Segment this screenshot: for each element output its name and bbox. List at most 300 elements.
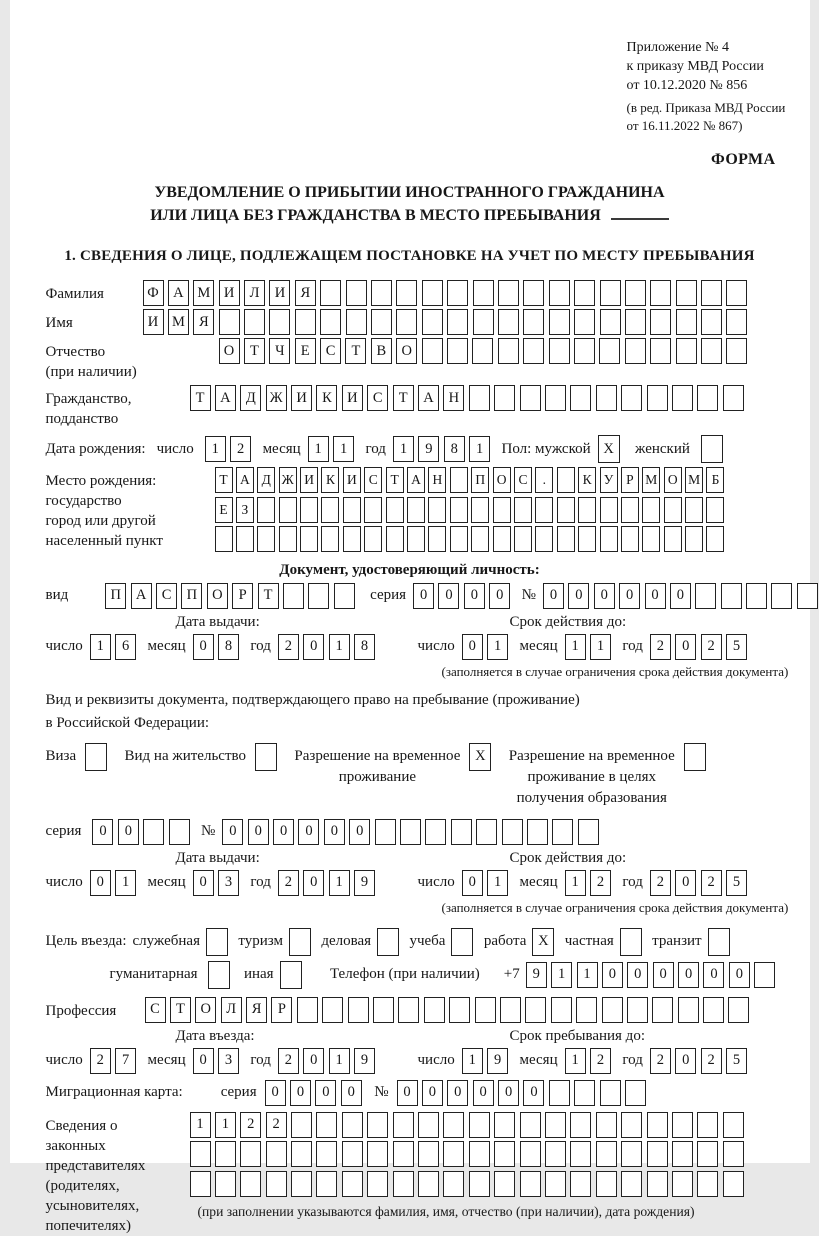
char-cell[interactable] bbox=[685, 526, 703, 552]
char-cell[interactable] bbox=[600, 309, 621, 335]
char-cell[interactable] bbox=[545, 1141, 566, 1167]
char-cell[interactable]: 0 bbox=[729, 962, 750, 988]
char-cell[interactable] bbox=[342, 1141, 363, 1167]
char-cell[interactable] bbox=[473, 309, 494, 335]
char-cell[interactable]: И bbox=[342, 385, 363, 411]
char-cell[interactable] bbox=[85, 743, 107, 771]
char-cell[interactable]: 1 bbox=[565, 1048, 586, 1074]
char-cell[interactable] bbox=[364, 497, 382, 523]
char-cell[interactable]: 0 bbox=[675, 1048, 696, 1074]
char-cell[interactable]: 9 bbox=[526, 962, 547, 988]
char-cell[interactable] bbox=[701, 280, 722, 306]
char-cell[interactable] bbox=[678, 997, 699, 1023]
char-cell[interactable] bbox=[450, 467, 468, 493]
char-cell[interactable] bbox=[676, 280, 697, 306]
char-cell[interactable]: Т bbox=[215, 467, 233, 493]
char-cell[interactable] bbox=[621, 1112, 642, 1138]
char-cell[interactable]: Т bbox=[393, 385, 414, 411]
char-cell[interactable]: М bbox=[168, 309, 189, 335]
char-cell[interactable] bbox=[451, 928, 473, 956]
char-cell[interactable]: 8 bbox=[444, 436, 465, 462]
char-cell[interactable]: 1 bbox=[190, 1112, 211, 1138]
char-cell[interactable]: 1 bbox=[333, 436, 354, 462]
char-cell[interactable]: 0 bbox=[413, 583, 434, 609]
char-cell[interactable] bbox=[255, 743, 277, 771]
char-cell[interactable] bbox=[728, 997, 749, 1023]
char-cell[interactable] bbox=[169, 819, 190, 845]
char-cell[interactable]: 0 bbox=[92, 819, 113, 845]
char-cell[interactable] bbox=[291, 1141, 312, 1167]
char-cell[interactable] bbox=[502, 819, 523, 845]
char-cell[interactable] bbox=[469, 385, 490, 411]
char-cell[interactable] bbox=[450, 526, 468, 552]
char-cell[interactable]: В bbox=[371, 338, 392, 364]
char-cell[interactable] bbox=[473, 280, 494, 306]
char-cell[interactable]: 1 bbox=[469, 436, 490, 462]
char-cell[interactable] bbox=[570, 385, 591, 411]
char-cell[interactable] bbox=[797, 583, 818, 609]
char-cell[interactable]: П bbox=[471, 467, 489, 493]
char-cell[interactable] bbox=[695, 583, 716, 609]
char-cell[interactable] bbox=[386, 526, 404, 552]
char-cell[interactable] bbox=[596, 385, 617, 411]
char-cell[interactable]: К bbox=[316, 385, 337, 411]
char-cell[interactable]: 0 bbox=[90, 870, 111, 896]
char-cell[interactable]: 2 bbox=[590, 870, 611, 896]
char-cell[interactable]: 5 bbox=[726, 1048, 747, 1074]
char-cell[interactable] bbox=[400, 819, 421, 845]
char-cell[interactable]: 0 bbox=[653, 962, 674, 988]
char-cell[interactable] bbox=[279, 526, 297, 552]
char-cell[interactable]: X bbox=[469, 743, 491, 771]
char-cell[interactable] bbox=[418, 1171, 439, 1197]
char-cell[interactable] bbox=[706, 497, 724, 523]
char-cell[interactable]: 0 bbox=[118, 819, 139, 845]
char-cell[interactable] bbox=[190, 1171, 211, 1197]
char-cell[interactable]: 0 bbox=[568, 583, 589, 609]
char-cell[interactable] bbox=[625, 280, 646, 306]
char-cell[interactable]: Т bbox=[190, 385, 211, 411]
char-cell[interactable] bbox=[706, 526, 724, 552]
char-cell[interactable] bbox=[493, 497, 511, 523]
char-cell[interactable] bbox=[393, 1112, 414, 1138]
char-cell[interactable]: 9 bbox=[418, 436, 439, 462]
char-cell[interactable] bbox=[545, 385, 566, 411]
char-cell[interactable] bbox=[701, 338, 722, 364]
char-cell[interactable] bbox=[549, 280, 570, 306]
char-cell[interactable] bbox=[650, 309, 671, 335]
char-cell[interactable] bbox=[723, 1171, 744, 1197]
char-cell[interactable] bbox=[672, 1141, 693, 1167]
char-cell[interactable] bbox=[443, 1171, 464, 1197]
char-cell[interactable]: 7 bbox=[115, 1048, 136, 1074]
char-cell[interactable]: О bbox=[219, 338, 240, 364]
char-cell[interactable] bbox=[450, 497, 468, 523]
char-cell[interactable]: 0 bbox=[675, 634, 696, 660]
char-cell[interactable] bbox=[647, 1171, 668, 1197]
char-cell[interactable]: Р bbox=[621, 467, 639, 493]
char-cell[interactable] bbox=[447, 338, 468, 364]
char-cell[interactable]: 8 bbox=[354, 634, 375, 660]
char-cell[interactable] bbox=[266, 1141, 287, 1167]
char-cell[interactable]: 0 bbox=[248, 819, 269, 845]
char-cell[interactable] bbox=[422, 280, 443, 306]
char-cell[interactable] bbox=[493, 526, 511, 552]
char-cell[interactable]: 1 bbox=[205, 436, 226, 462]
char-cell[interactable] bbox=[574, 338, 595, 364]
char-cell[interactable] bbox=[557, 467, 575, 493]
char-cell[interactable] bbox=[371, 280, 392, 306]
char-cell[interactable] bbox=[346, 309, 367, 335]
char-cell[interactable]: 0 bbox=[303, 634, 324, 660]
char-cell[interactable]: 1 bbox=[565, 870, 586, 896]
char-cell[interactable]: 1 bbox=[551, 962, 572, 988]
char-cell[interactable]: 2 bbox=[701, 870, 722, 896]
char-cell[interactable] bbox=[697, 1171, 718, 1197]
char-cell[interactable]: 0 bbox=[464, 583, 485, 609]
char-cell[interactable] bbox=[494, 385, 515, 411]
char-cell[interactable]: Е bbox=[215, 497, 233, 523]
char-cell[interactable] bbox=[190, 1141, 211, 1167]
char-cell[interactable]: М bbox=[193, 280, 214, 306]
char-cell[interactable]: 2 bbox=[240, 1112, 261, 1138]
char-cell[interactable] bbox=[647, 385, 668, 411]
char-cell[interactable]: 0 bbox=[303, 870, 324, 896]
char-cell[interactable]: А bbox=[168, 280, 189, 306]
char-cell[interactable] bbox=[647, 1112, 668, 1138]
char-cell[interactable]: 0 bbox=[645, 583, 666, 609]
char-cell[interactable]: 0 bbox=[523, 1080, 544, 1106]
char-cell[interactable] bbox=[425, 819, 446, 845]
char-cell[interactable]: 1 bbox=[215, 1112, 236, 1138]
char-cell[interactable] bbox=[535, 526, 553, 552]
char-cell[interactable]: А bbox=[236, 467, 254, 493]
char-cell[interactable]: Н bbox=[443, 385, 464, 411]
char-cell[interactable] bbox=[283, 583, 304, 609]
char-cell[interactable] bbox=[520, 1112, 541, 1138]
char-cell[interactable] bbox=[418, 1141, 439, 1167]
char-cell[interactable] bbox=[523, 309, 544, 335]
char-cell[interactable] bbox=[621, 1141, 642, 1167]
char-cell[interactable]: 2 bbox=[701, 634, 722, 660]
char-cell[interactable] bbox=[407, 526, 425, 552]
char-cell[interactable] bbox=[600, 526, 618, 552]
char-cell[interactable] bbox=[721, 583, 742, 609]
char-cell[interactable] bbox=[321, 497, 339, 523]
char-cell[interactable] bbox=[549, 309, 570, 335]
char-cell[interactable] bbox=[557, 526, 575, 552]
char-cell[interactable]: 9 bbox=[354, 1048, 375, 1074]
char-cell[interactable] bbox=[320, 309, 341, 335]
char-cell[interactable]: 1 bbox=[565, 634, 586, 660]
char-cell[interactable]: 0 bbox=[315, 1080, 336, 1106]
char-cell[interactable] bbox=[498, 309, 519, 335]
char-cell[interactable]: 5 bbox=[726, 870, 747, 896]
char-cell[interactable] bbox=[664, 526, 682, 552]
char-cell[interactable] bbox=[295, 309, 316, 335]
char-cell[interactable]: 3 bbox=[218, 870, 239, 896]
char-cell[interactable]: 5 bbox=[726, 634, 747, 660]
char-cell[interactable] bbox=[257, 526, 275, 552]
char-cell[interactable]: 2 bbox=[266, 1112, 287, 1138]
char-cell[interactable] bbox=[300, 526, 318, 552]
char-cell[interactable]: О bbox=[207, 583, 228, 609]
char-cell[interactable] bbox=[545, 1171, 566, 1197]
char-cell[interactable] bbox=[393, 1171, 414, 1197]
char-cell[interactable] bbox=[621, 385, 642, 411]
char-cell[interactable] bbox=[418, 1112, 439, 1138]
char-cell[interactable] bbox=[343, 497, 361, 523]
char-cell[interactable] bbox=[469, 1141, 490, 1167]
char-cell[interactable] bbox=[570, 1112, 591, 1138]
char-cell[interactable]: Р bbox=[271, 997, 292, 1023]
char-cell[interactable] bbox=[343, 526, 361, 552]
char-cell[interactable] bbox=[428, 497, 446, 523]
char-cell[interactable] bbox=[240, 1141, 261, 1167]
char-cell[interactable] bbox=[266, 1171, 287, 1197]
char-cell[interactable] bbox=[672, 385, 693, 411]
char-cell[interactable] bbox=[771, 583, 792, 609]
char-cell[interactable]: Т bbox=[386, 467, 404, 493]
char-cell[interactable] bbox=[647, 1141, 668, 1167]
char-cell[interactable] bbox=[498, 280, 519, 306]
char-cell[interactable] bbox=[346, 280, 367, 306]
char-cell[interactable]: Т bbox=[170, 997, 191, 1023]
char-cell[interactable] bbox=[447, 280, 468, 306]
char-cell[interactable] bbox=[652, 997, 673, 1023]
char-cell[interactable]: С bbox=[514, 467, 532, 493]
char-cell[interactable]: Р bbox=[232, 583, 253, 609]
char-cell[interactable] bbox=[393, 1141, 414, 1167]
char-cell[interactable]: 2 bbox=[278, 1048, 299, 1074]
char-cell[interactable] bbox=[291, 1112, 312, 1138]
char-cell[interactable]: 6 bbox=[115, 634, 136, 660]
char-cell[interactable] bbox=[557, 497, 575, 523]
char-cell[interactable]: 0 bbox=[193, 1048, 214, 1074]
char-cell[interactable] bbox=[746, 583, 767, 609]
char-cell[interactable]: 0 bbox=[462, 634, 483, 660]
char-cell[interactable]: 1 bbox=[308, 436, 329, 462]
char-cell[interactable] bbox=[280, 961, 302, 989]
char-cell[interactable] bbox=[215, 526, 233, 552]
char-cell[interactable]: 0 bbox=[619, 583, 640, 609]
char-cell[interactable]: О bbox=[396, 338, 417, 364]
char-cell[interactable]: 2 bbox=[650, 634, 671, 660]
char-cell[interactable] bbox=[308, 583, 329, 609]
char-cell[interactable] bbox=[236, 526, 254, 552]
char-cell[interactable] bbox=[500, 997, 521, 1023]
char-cell[interactable]: 0 bbox=[489, 583, 510, 609]
char-cell[interactable]: 9 bbox=[487, 1048, 508, 1074]
char-cell[interactable] bbox=[685, 497, 703, 523]
char-cell[interactable]: Ж bbox=[279, 467, 297, 493]
char-cell[interactable] bbox=[348, 997, 369, 1023]
char-cell[interactable]: 1 bbox=[329, 870, 350, 896]
char-cell[interactable]: 1 bbox=[462, 1048, 483, 1074]
char-cell[interactable] bbox=[701, 435, 723, 463]
char-cell[interactable] bbox=[407, 497, 425, 523]
char-cell[interactable] bbox=[398, 997, 419, 1023]
char-cell[interactable] bbox=[676, 309, 697, 335]
char-cell[interactable] bbox=[552, 819, 573, 845]
char-cell[interactable] bbox=[322, 997, 343, 1023]
char-cell[interactable] bbox=[625, 309, 646, 335]
char-cell[interactable] bbox=[754, 962, 775, 988]
char-cell[interactable] bbox=[520, 385, 541, 411]
char-cell[interactable]: 1 bbox=[90, 634, 111, 660]
char-cell[interactable] bbox=[642, 526, 660, 552]
char-cell[interactable] bbox=[574, 1080, 595, 1106]
char-cell[interactable] bbox=[621, 1171, 642, 1197]
char-cell[interactable]: 0 bbox=[627, 962, 648, 988]
char-cell[interactable] bbox=[386, 497, 404, 523]
char-cell[interactable]: 8 bbox=[218, 634, 239, 660]
char-cell[interactable]: Я bbox=[246, 997, 267, 1023]
char-cell[interactable]: С bbox=[145, 997, 166, 1023]
char-cell[interactable] bbox=[498, 338, 519, 364]
char-cell[interactable] bbox=[600, 280, 621, 306]
char-cell[interactable]: Я bbox=[193, 309, 214, 335]
char-cell[interactable]: 1 bbox=[329, 1048, 350, 1074]
char-cell[interactable] bbox=[599, 338, 620, 364]
char-cell[interactable] bbox=[672, 1171, 693, 1197]
char-cell[interactable] bbox=[469, 1171, 490, 1197]
char-cell[interactable] bbox=[520, 1141, 541, 1167]
char-cell[interactable] bbox=[625, 1080, 646, 1106]
char-cell[interactable] bbox=[494, 1171, 515, 1197]
char-cell[interactable] bbox=[300, 497, 318, 523]
char-cell[interactable]: Я bbox=[295, 280, 316, 306]
char-cell[interactable]: У bbox=[600, 467, 618, 493]
char-cell[interactable]: Т bbox=[244, 338, 265, 364]
char-cell[interactable]: Т bbox=[258, 583, 279, 609]
char-cell[interactable] bbox=[664, 497, 682, 523]
char-cell[interactable]: 2 bbox=[650, 1048, 671, 1074]
char-cell[interactable] bbox=[208, 961, 230, 989]
char-cell[interactable]: Н bbox=[428, 467, 446, 493]
char-cell[interactable]: Л bbox=[221, 997, 242, 1023]
char-cell[interactable] bbox=[621, 497, 639, 523]
char-cell[interactable]: И bbox=[291, 385, 312, 411]
char-cell[interactable] bbox=[642, 497, 660, 523]
char-cell[interactable]: 0 bbox=[324, 819, 345, 845]
char-cell[interactable]: К bbox=[578, 467, 596, 493]
char-cell[interactable] bbox=[443, 1112, 464, 1138]
char-cell[interactable]: 2 bbox=[90, 1048, 111, 1074]
char-cell[interactable] bbox=[424, 997, 445, 1023]
char-cell[interactable]: О bbox=[664, 467, 682, 493]
char-cell[interactable] bbox=[726, 280, 747, 306]
char-cell[interactable] bbox=[364, 526, 382, 552]
char-cell[interactable]: Л bbox=[244, 280, 265, 306]
char-cell[interactable]: Б bbox=[706, 467, 724, 493]
char-cell[interactable]: М bbox=[685, 467, 703, 493]
char-cell[interactable] bbox=[396, 309, 417, 335]
char-cell[interactable] bbox=[701, 309, 722, 335]
char-cell[interactable] bbox=[215, 1141, 236, 1167]
char-cell[interactable]: С bbox=[320, 338, 341, 364]
char-cell[interactable]: А bbox=[418, 385, 439, 411]
char-cell[interactable] bbox=[371, 309, 392, 335]
char-cell[interactable]: 2 bbox=[230, 436, 251, 462]
char-cell[interactable]: Ж bbox=[266, 385, 287, 411]
char-cell[interactable] bbox=[723, 1112, 744, 1138]
char-cell[interactable] bbox=[396, 280, 417, 306]
char-cell[interactable] bbox=[494, 1112, 515, 1138]
char-cell[interactable] bbox=[596, 1141, 617, 1167]
char-cell[interactable] bbox=[377, 928, 399, 956]
char-cell[interactable] bbox=[625, 338, 646, 364]
char-cell[interactable] bbox=[574, 309, 595, 335]
char-cell[interactable]: 0 bbox=[422, 1080, 443, 1106]
char-cell[interactable] bbox=[367, 1112, 388, 1138]
char-cell[interactable] bbox=[703, 997, 724, 1023]
char-cell[interactable] bbox=[257, 497, 275, 523]
char-cell[interactable] bbox=[602, 997, 623, 1023]
char-cell[interactable]: С bbox=[156, 583, 177, 609]
char-cell[interactable]: 0 bbox=[462, 870, 483, 896]
char-cell[interactable]: 0 bbox=[341, 1080, 362, 1106]
char-cell[interactable]: 0 bbox=[678, 962, 699, 988]
char-cell[interactable]: 1 bbox=[115, 870, 136, 896]
char-cell[interactable]: 0 bbox=[193, 634, 214, 660]
char-cell[interactable]: И bbox=[343, 467, 361, 493]
char-cell[interactable] bbox=[342, 1171, 363, 1197]
char-cell[interactable]: 1 bbox=[487, 634, 508, 660]
char-cell[interactable]: 0 bbox=[193, 870, 214, 896]
char-cell[interactable]: 0 bbox=[438, 583, 459, 609]
char-cell[interactable] bbox=[342, 1112, 363, 1138]
char-cell[interactable]: . bbox=[535, 467, 553, 493]
char-cell[interactable]: Д bbox=[257, 467, 275, 493]
char-cell[interactable] bbox=[206, 928, 228, 956]
char-cell[interactable] bbox=[723, 385, 744, 411]
char-cell[interactable]: 0 bbox=[298, 819, 319, 845]
char-cell[interactable]: А bbox=[407, 467, 425, 493]
char-cell[interactable] bbox=[525, 997, 546, 1023]
char-cell[interactable]: 0 bbox=[675, 870, 696, 896]
char-cell[interactable] bbox=[650, 338, 671, 364]
char-cell[interactable]: 0 bbox=[349, 819, 370, 845]
char-cell[interactable]: М bbox=[642, 467, 660, 493]
char-cell[interactable]: И bbox=[219, 280, 240, 306]
char-cell[interactable]: Ф bbox=[143, 280, 164, 306]
char-cell[interactable] bbox=[697, 1141, 718, 1167]
char-cell[interactable] bbox=[269, 309, 290, 335]
char-cell[interactable] bbox=[520, 1171, 541, 1197]
char-cell[interactable] bbox=[443, 1141, 464, 1167]
char-cell[interactable] bbox=[627, 997, 648, 1023]
char-cell[interactable]: 0 bbox=[543, 583, 564, 609]
char-cell[interactable] bbox=[476, 819, 497, 845]
char-cell[interactable] bbox=[240, 1171, 261, 1197]
char-cell[interactable] bbox=[726, 338, 747, 364]
char-cell[interactable] bbox=[527, 819, 548, 845]
char-cell[interactable] bbox=[320, 280, 341, 306]
char-cell[interactable] bbox=[620, 928, 642, 956]
char-cell[interactable]: 2 bbox=[590, 1048, 611, 1074]
char-cell[interactable] bbox=[367, 1171, 388, 1197]
char-cell[interactable]: 0 bbox=[447, 1080, 468, 1106]
char-cell[interactable] bbox=[494, 1141, 515, 1167]
char-cell[interactable] bbox=[451, 819, 472, 845]
char-cell[interactable]: 2 bbox=[701, 1048, 722, 1074]
char-cell[interactable] bbox=[449, 997, 470, 1023]
char-cell[interactable] bbox=[471, 526, 489, 552]
char-cell[interactable]: 1 bbox=[329, 634, 350, 660]
char-cell[interactable]: 0 bbox=[290, 1080, 311, 1106]
char-cell[interactable] bbox=[697, 385, 718, 411]
